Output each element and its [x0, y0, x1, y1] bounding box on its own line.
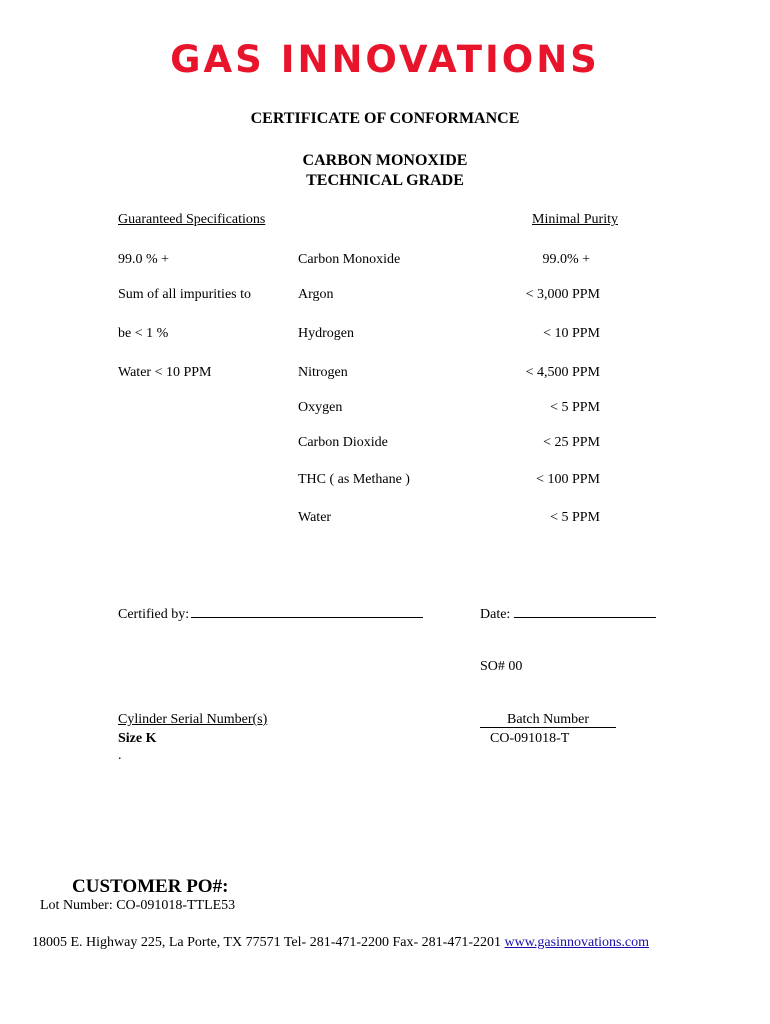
component-value: 99.0% +: [542, 252, 590, 267]
guaranteed-line: be < 1 %: [118, 326, 169, 341]
website-link[interactable]: www.gasinnovations.com: [504, 935, 650, 950]
component-value: < 25 PPM: [543, 435, 600, 450]
component-value: < 5 PPM: [550, 400, 600, 415]
component-value: < 5 PPM: [550, 510, 600, 525]
guaranteed-line: Water < 10 PPM: [118, 365, 212, 380]
cylinder-size: Size K: [118, 731, 157, 746]
dot-mark: .: [118, 748, 122, 763]
component-name: THC ( as Methane ): [298, 472, 410, 487]
lot-number: Lot Number: CO-091018-TTLE53: [40, 898, 236, 913]
certified-by-label: Certified by:: [118, 607, 190, 622]
cylinder-serial-label: Cylinder Serial Number(s): [118, 712, 268, 727]
spec-header-right: Minimal Purity: [532, 212, 618, 227]
guaranteed-line: 99.0 % +: [118, 252, 170, 267]
certificate-title: CERTIFICATE OF CONFORMANCE: [250, 110, 520, 127]
component-value: < 4,500 PPM: [525, 365, 600, 380]
customer-po: CUSTOMER PO#:: [72, 876, 229, 897]
component-name: Nitrogen: [298, 365, 348, 380]
component-name: Hydrogen: [298, 326, 354, 341]
certified-by-line[interactable]: [191, 605, 423, 618]
component-name: Water: [298, 510, 332, 525]
component-name: Carbon Monoxide: [298, 252, 401, 267]
batch-number: CO-091018-T: [490, 731, 570, 746]
spec-header-left: Guaranteed Specifications: [118, 212, 266, 227]
product-grade: TECHNICAL GRADE: [306, 172, 464, 189]
date-line[interactable]: [514, 605, 656, 618]
guaranteed-line: Sum of all impurities to: [118, 287, 251, 302]
component-value: < 10 PPM: [543, 326, 600, 341]
certified-by-field[interactable]: [118, 605, 423, 623]
component-name: Carbon Dioxide: [298, 435, 388, 450]
component-name: Oxygen: [298, 400, 343, 415]
component-value: < 100 PPM: [536, 472, 600, 487]
batch-number-label: Batch Number: [480, 712, 616, 728]
product-name: CARBON MONOXIDE: [302, 152, 468, 169]
component-value: < 3,000 PPM: [525, 287, 600, 302]
so-number: SO# 00: [480, 659, 523, 674]
company-logo: GAS INNOVATIONS: [170, 38, 600, 81]
footer-contact: [32, 935, 649, 951]
date-field[interactable]: [480, 605, 656, 623]
component-name: Argon: [298, 287, 334, 302]
footer-address: 18005 E. Highway 225, La Porte, TX 77571 Tel- 281-471-2200 Fax- 281-471-2201: [32, 935, 505, 950]
date-label: Date:: [480, 607, 511, 622]
